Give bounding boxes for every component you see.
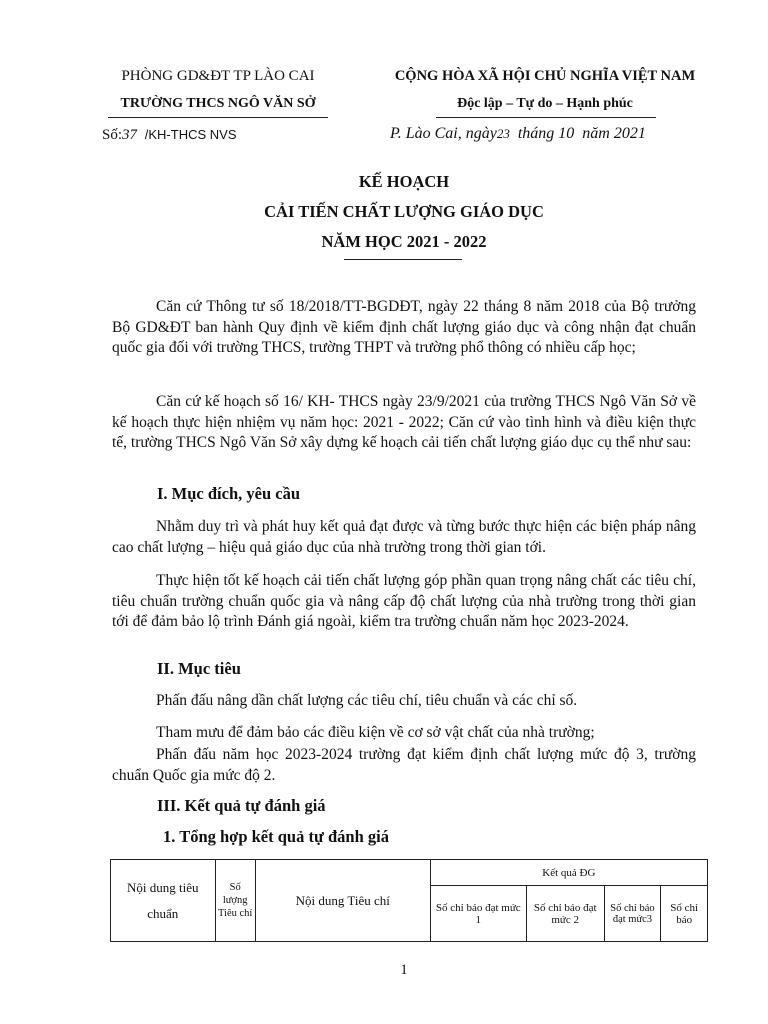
document-date: [390, 125, 646, 143]
date-month: 10: [558, 125, 575, 142]
goal-paragraph-3: [112, 745, 696, 786]
date-prefix: P. Lào Cai, ngày: [390, 125, 497, 142]
page-number: 1: [400, 962, 408, 978]
document-number: [102, 127, 237, 144]
doc-number-value: 37: [122, 127, 138, 143]
purpose-paragraph-2: [112, 571, 696, 633]
goal-paragraph-2: [112, 723, 696, 744]
goal-paragraph-3-text: Phấn đấu năm học 2023-2024 trường đạt kiểm định chất lượng mức độ 3, trường chuẩn Quốc gia mức độ 2.: [112, 746, 696, 784]
goal-paragraph-1-text: Phấn đấu nâng dần chất lượng các tiêu chí, tiêu chuẩn và các chỉ số.: [156, 692, 578, 709]
national-motto: Độc lập – Tự do – Hạnh phúc: [457, 96, 633, 111]
header-level-2: Số chỉ báo đạt mức 2: [526, 886, 604, 942]
school-name: TRƯỜNG THCS NGÔ VĂN SỞ: [120, 96, 316, 111]
goal-paragraph-1: [112, 691, 696, 712]
doc-subtitle: CẢI TIẾN CHẤT LƯỢNG GIÁO DỤC: [264, 202, 544, 221]
header-criteria-content: Nội dung Tiêu chí: [255, 860, 430, 942]
section-3-1-heading: 1. Tổng hợp kết quả tự đánh giá: [163, 827, 389, 846]
section-1-heading: I. Mục đích, yêu cầu: [157, 484, 301, 503]
header-criteria-count: Số lượng Tiêu chí: [215, 860, 255, 942]
date-year: năm 2021: [582, 125, 646, 142]
doc-number-suffix: /KH-THCS NVS: [144, 127, 237, 142]
national-title: CỘNG HÒA XÃ HỘI CHỦ NGHĨA VIỆT NAM: [394, 68, 696, 84]
header-indicators: Số chỉ báo: [661, 886, 708, 942]
school-year: NĂM HỌC 2021 - 2022: [321, 232, 487, 251]
header-level-3: Số chỉ báo đạt mức3: [604, 886, 661, 942]
purpose-paragraph-2-text: Thực hiện tốt kế hoạch cải tiến chất lượng góp phần quan trọng nâng chất các tiêu chí, tiêu chuẩn trường chuẩn quốc gia và nâng cấp độ chất lượng của nhà trường trong thời gian tới để đảm bảo lộ trình Đánh giá ngoài, kiểm tra trường chuẩn năm học 2023-2024.: [112, 572, 696, 630]
header-right-underline: [436, 117, 656, 118]
legal-basis-2: [112, 392, 696, 454]
header-level-1: Số chỉ báo đạt mức 1: [430, 886, 526, 942]
doc-number-prefix: Số:: [102, 127, 123, 143]
self-assessment-table: [110, 859, 708, 942]
legal-basis-1: [112, 297, 696, 359]
date-day: 23: [496, 126, 510, 141]
goal-paragraph-2-text: Tham mưu để đảm bảo các điều kiện về cơ sở vật chất của nhà trường;: [156, 724, 595, 741]
title-underline: [344, 259, 462, 260]
date-month-label: tháng: [517, 125, 555, 142]
doc-title: KẾ HOẠCH: [358, 172, 450, 191]
purpose-paragraph-1-text: Nhằm duy trì và phát huy kết quả đạt được và từng bước thực hiện các biện pháp nâng cao chất lượng – hiệu quả giáo dục của nhà trường trong thời gian tới.: [112, 518, 696, 556]
legal-basis-2-text: Căn cứ kế hoạch số 16/ KH- THCS ngày 23/9/2021 của trường THCS Ngô Văn Sở về kế hoạch thực hiện nhiệm vụ năm học: 2021 - 2022; Căn cứ vào tình hình và điều kiện thực tế, trường THCS Ngô Văn Sở xây dựng kế hoạch cải tiến chất lượng giáo dục cụ thể như sau:: [112, 393, 696, 451]
header-left-underline: [108, 117, 328, 118]
legal-basis-1-text: Căn cứ Thông tư số 18/2018/TT-BGDĐT, ngày 22 tháng 8 năm 2018 của Bộ trưởng Bộ GD&ĐT ban hành Quy định về kiểm định chất lượng giáo dục và công nhận đạt chuẩn quốc gia đối với trường THCS, trường THPT và trường phổ thông có nhiều cấp học;: [112, 298, 696, 356]
section-2-heading: II. Mục tiêu: [157, 659, 241, 678]
section-3-heading: III. Kết quả tự đánh giá: [157, 796, 326, 815]
header-standard-content: Nội dung tiêu chuẩn: [111, 860, 216, 942]
department-name: PHÒNG GD&ĐT TP LÀO CAI: [121, 68, 315, 84]
header-assessment-result: Kết quả ĐG: [430, 860, 707, 886]
purpose-paragraph-1: [112, 517, 696, 558]
